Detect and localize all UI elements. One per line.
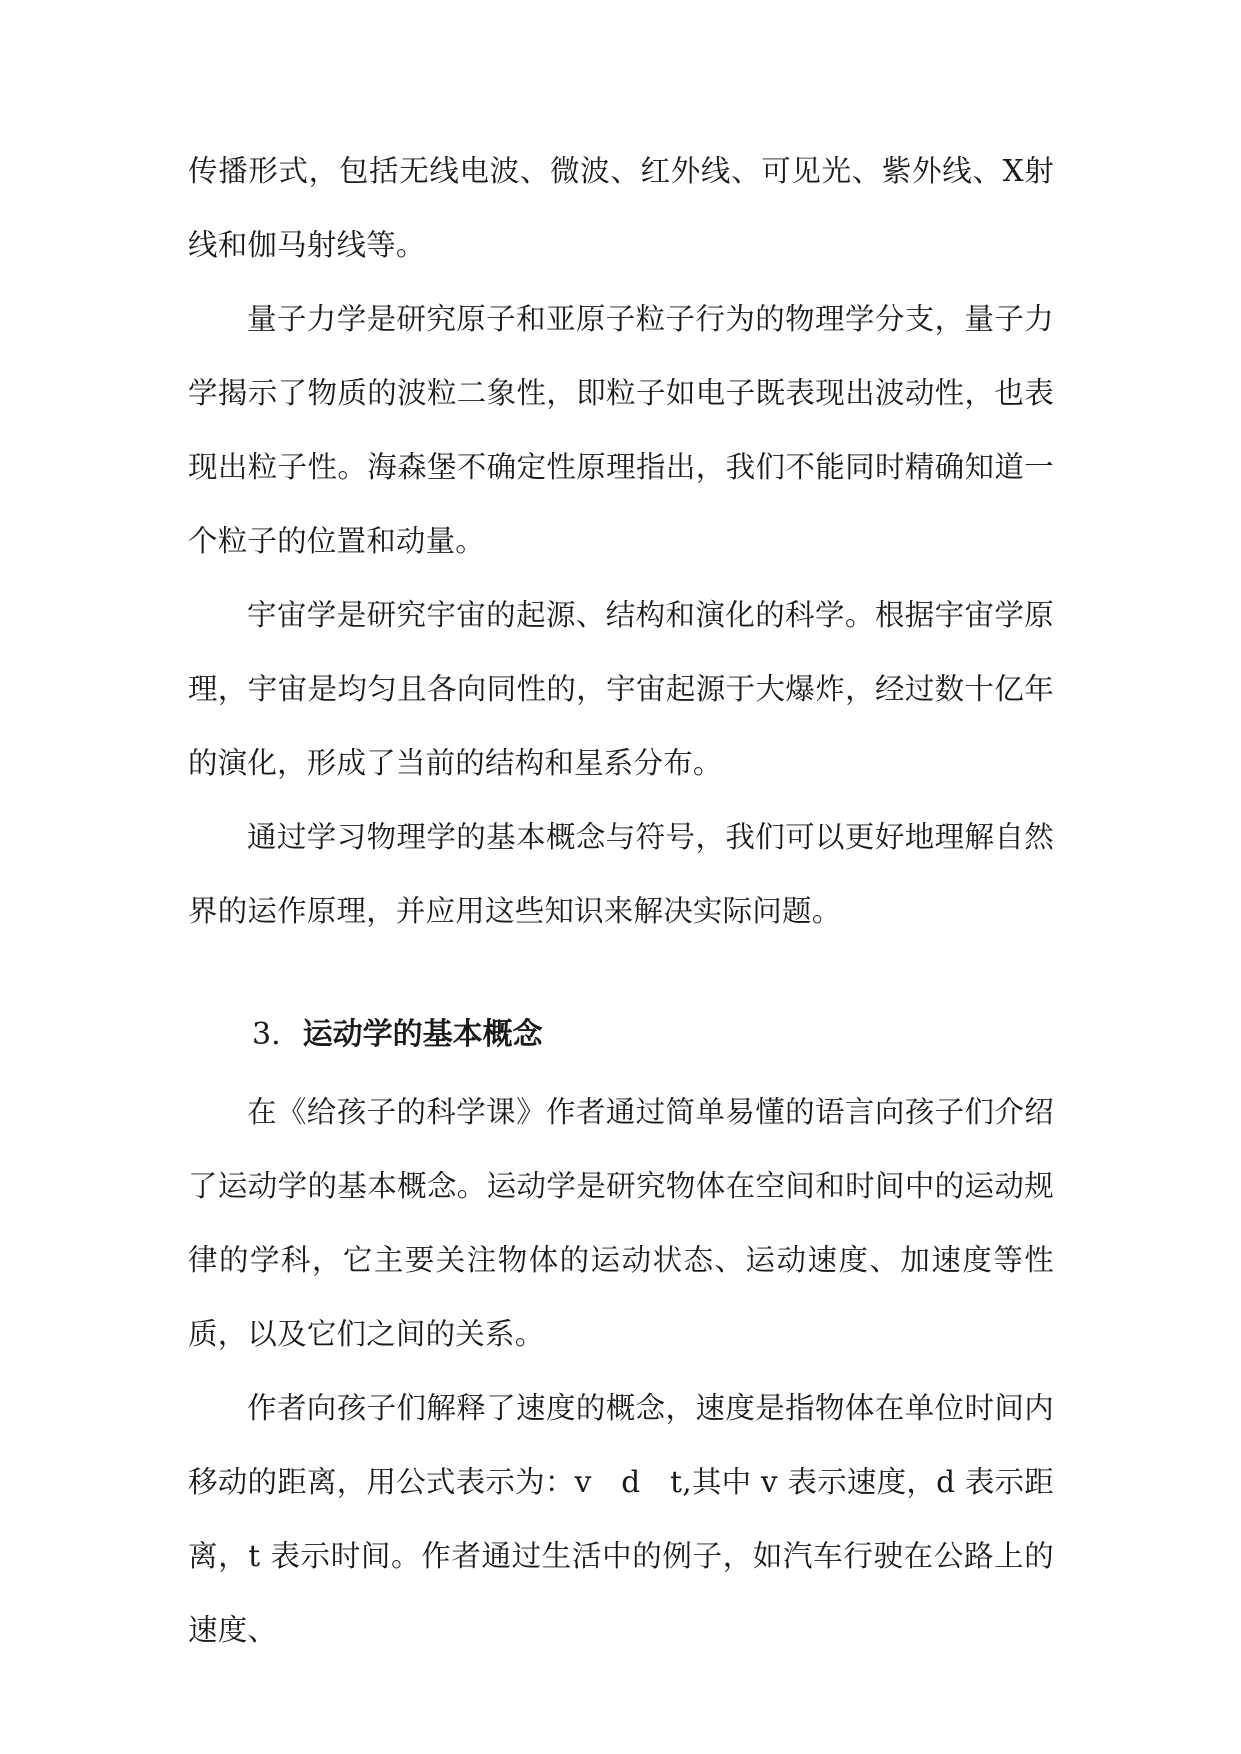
document-page (188, 0, 1054, 1754)
paragraph-velocity: 作者向孩子们解释了速度的概念，速度是指物体在单位时间内移动的距离，用公式表示为：v d t,其中 v 表示速度，d 表示距离，t 表示时间。作者通过生活中的例子，如汽车行驶在公路上的速度、 (188, 1391, 1054, 1647)
section-heading (252, 1005, 543, 1065)
section-title: 运动学的基本概念 (302, 1017, 543, 1052)
paragraph-kinematics-intro: 在《给孩子的科学课》作者通过简单易懂的语言向孩子们介绍了运动学的基本概念。运动学是研究物体在空间和时间中的运动规律的学科，它主要关注物体的运动状态、运动速度、加速度等性质，以及它们之间的关系。 (188, 1095, 1054, 1351)
paragraph-conclusion: 通过学习物理学的基本概念与符号，我们可以更好地理解自然界的运作原理，并应用这些知识来解决实际问题。 (188, 820, 1054, 928)
paragraph-quantum-mechanics: 量子力学是研究原子和亚原子粒子行为的物理学分支，量子力学揭示了物质的波粒二象性，即粒子如电子既表现出波动性，也表现出粒子性。海森堡不确定性原理指出，我们不能同时精确知道一个粒子的位置和动量。 (188, 302, 1054, 558)
paragraph-electromagnetic-waves: 传播形式，包括无线电波、微波、红外线、可见光、紫外线、X射线和伽马射线等。 (188, 154, 1054, 262)
section-number: 3. (252, 1017, 281, 1052)
paragraph-cosmology: 宇宙学是研究宇宙的起源、结构和演化的科学。根据宇宙学原理，宇宙是均匀且各向同性的，宇宙起源于大爆炸，经过数十亿年的演化，形成了当前的结构和星系分布。 (188, 598, 1054, 780)
